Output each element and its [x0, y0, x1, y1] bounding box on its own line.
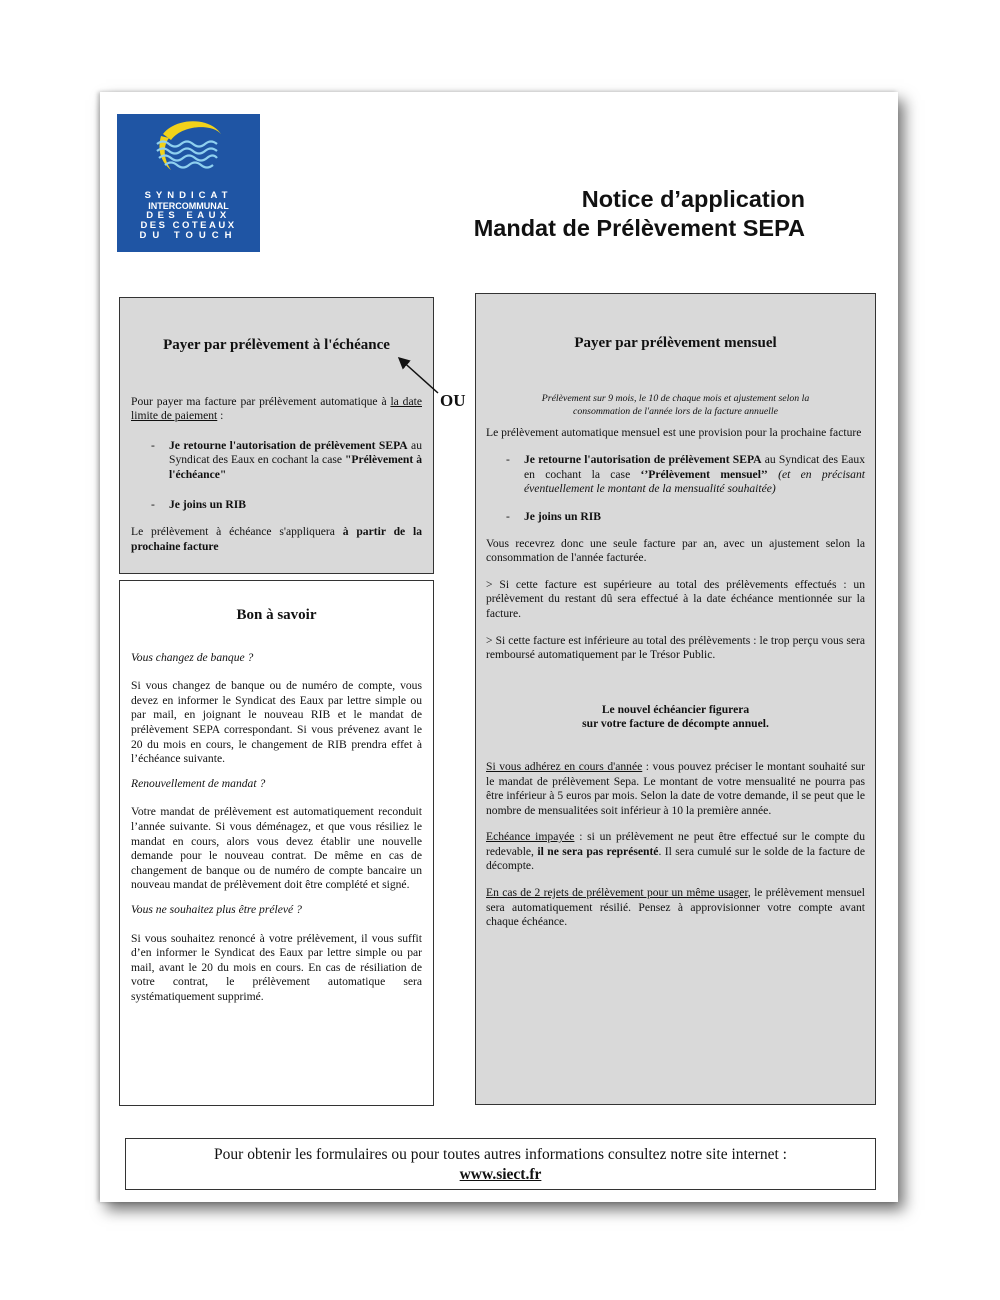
bon-question-3: Vous ne souhaitez plus être prélevé ?	[131, 902, 302, 916]
echeance-step-2-text: Je joins un RIB	[169, 497, 246, 511]
mensuel-paragraph-2: Vous recevrez donc une seule facture par an, avec un ajustement selon la consommation de l'année facturée.	[486, 536, 865, 565]
mensuel-step-1-checkbox: ‘’Prélèvement mensuel’’	[640, 467, 768, 481]
echeance-heading: Payer par prélèvement à l'échéance	[163, 337, 390, 353]
echeance-step-2	[151, 498, 422, 513]
bon-question-1: Vous changez de banque ?	[131, 650, 254, 664]
echeance-intro-deadline: la date limite de paiement	[131, 394, 422, 423]
mensuel-paragraph-6-bold: il ne sera pas représenté	[537, 844, 659, 858]
dash-bullet: -	[151, 497, 155, 511]
echeance-step-1-checkbox: "Prélèvement à l'échéance"	[169, 453, 422, 481]
mensuel-paragraph-4: > Si cette facture est inférieure au total des prélèvements : le trop perçu vous sera remboursé automatiquement par le Trésor Public.	[486, 633, 865, 662]
title-line-1: Notice d’application	[581, 186, 805, 212]
bon-paragraph-3: Si vous souhaitez renoncé à votre prélèvement, il vous suffit d’en informer le Syndicat des Eaux par lettre simple ou par mail, avant le 20 du mois en cours. En cas de résiliation de votre contrat, le prélèvement automatique sera systématiquement supprimé.	[131, 931, 422, 1003]
mensuel-step-2-text: Je joins un RIB	[524, 509, 601, 523]
siect-logo	[117, 114, 260, 252]
logo-line-4: DES COTEAUX	[140, 220, 237, 231]
echeance-step-1	[151, 439, 422, 483]
mensuel-paragraph-6	[486, 830, 865, 874]
logo-line-3: DES EAUX	[146, 210, 231, 221]
mensuel-paragraph-1: Le prélèvement automatique mensuel est une provision pour la prochaine facture	[486, 425, 862, 439]
mensuel-step-2	[506, 510, 865, 525]
mensuel-paragraph-7-text: , le prélèvement mensuel sera automatiquement résilié. Pensez à approvisionner votre compte avant chaque échéance.	[486, 886, 865, 929]
logo-emblem-icon	[117, 114, 260, 194]
bon-heading: Bon à savoir	[236, 607, 317, 623]
mensuel-paragraph-6-text: : si un prélèvement ne peut être effectué sur le compte du redevable,	[486, 830, 865, 858]
mensuel-paragraph-6-lead: Echéance impayée	[486, 830, 575, 844]
echeance-closing-bold: à partir de la prochaine facture	[131, 525, 422, 553]
mensuel-step-1-text: au Syndicat des Eaux en cochant la case	[524, 453, 865, 481]
mensuel-paragraph-7	[486, 886, 865, 930]
dash-bullet: -	[506, 453, 510, 467]
mensuel-paragraph-3: > Si cette facture est supérieure au total des prélèvements effectués : un prélèvement du restant dû sera effectué à la date échéance mentionnée sur la facture.	[486, 577, 865, 620]
bon-a-savoir-section	[119, 580, 434, 1106]
dash-bullet: -	[506, 509, 510, 523]
or-label: OU	[440, 391, 466, 410]
echeance-section	[119, 297, 434, 574]
bon-paragraph-1: Si vous changez de banque ou de numéro de compte, vous devez en informer le Syndicat des Eaux par lettre simple ou par mail, en joignant le nouveau RIB et le mandat de prélèvement SEPA correspondant. Si vous prévenez avant le 20 du mois en cours, le changement de RIB prendra effet à l’échéance suivante.	[131, 679, 422, 766]
mensuel-section	[475, 293, 876, 1105]
page-title	[474, 185, 805, 243]
mensuel-step-1-bold: Je retourne l'autorisation de prélèvement SEPA	[524, 453, 762, 467]
mensuel-paragraph-7-lead: En cas de 2 rejets de prélèvement pour un même usager	[486, 886, 748, 900]
footer-text: Pour obtenir les formulaires ou pour toutes autres informations consultez notre site internet :	[214, 1146, 787, 1163]
mensuel-notice-line-1: Le nouvel échéancier figurera	[601, 702, 750, 716]
mensuel-notice	[486, 703, 865, 732]
echeance-closing-text: Le prélèvement à échéance s'appliquera	[131, 525, 343, 539]
mensuel-step-1-note: (et en précisant éventuellement le montant de la mensualité souhaitée)	[524, 467, 866, 496]
echeance-closing	[131, 525, 422, 554]
logo-line-5: DU TOUCH	[139, 230, 238, 241]
mensuel-step-1	[506, 453, 865, 497]
website-link[interactable]: www.siect.fr	[459, 1166, 542, 1183]
logo-line-1: SYNDICAT	[144, 190, 233, 201]
title-line-2: Mandat de Prélèvement SEPA	[473, 215, 805, 241]
mensuel-paragraph-5-text: : vous pouvez préciser le montant souhaité sur le mandat de prélèvement Sepa. Le montant de votre mensualité ne pourra pas être inférieur à 5 euros par mois. Selon la date de votre demande, il se peut que le nombre de mensualitées soit inférieur à 10 la première année.	[486, 759, 866, 817]
footer-info-box	[125, 1138, 876, 1190]
mensuel-notice-line-2: sur votre facture de décompte annuel.	[582, 717, 769, 731]
bon-paragraph-2: Votre mandat de prélèvement est automatiquement reconduit l’année suivante. Si vous déménagez, et que vous résiliez le mandat en cours, alors vous devez établir une nouvelle demande pour le nouveau contrat. De même en cas de changement de banque ou de numéro de compte bancaire un nouveau mandat de prélèvement doit être complété et signé.	[131, 805, 422, 892]
mensuel-paragraph-5	[486, 760, 865, 818]
echeance-intro	[131, 395, 422, 424]
dash-bullet: -	[151, 438, 155, 452]
mensuel-paragraph-5-lead: Si vous adhérez en cours d'année	[486, 759, 643, 773]
bon-question-2: Renouvellement de mandat ?	[131, 776, 266, 790]
echeance-intro-text: Pour payer ma facture par prélèvement automatique à	[131, 394, 391, 408]
echeance-step-1-bold: Je retourne l'autorisation de prélèvement SEPA	[169, 438, 408, 452]
echeance-intro-colon: :	[217, 409, 224, 423]
mensuel-paragraph-6-end: . Il sera cumulé sur le solde de la facture de décompte.	[486, 844, 865, 873]
mensuel-heading: Payer par prélèvement mensuel	[574, 335, 777, 351]
logo-line-2: INTERCOMMUNAL	[148, 201, 229, 211]
mensuel-subtitle: Prélèvement sur 9 mois, le 10 de chaque mois et ajustement selon la consommation de l'année lors de la facture annuelle	[541, 392, 810, 417]
echeance-step-1-text: au Syndicat des Eaux en cochant la case	[169, 438, 422, 467]
